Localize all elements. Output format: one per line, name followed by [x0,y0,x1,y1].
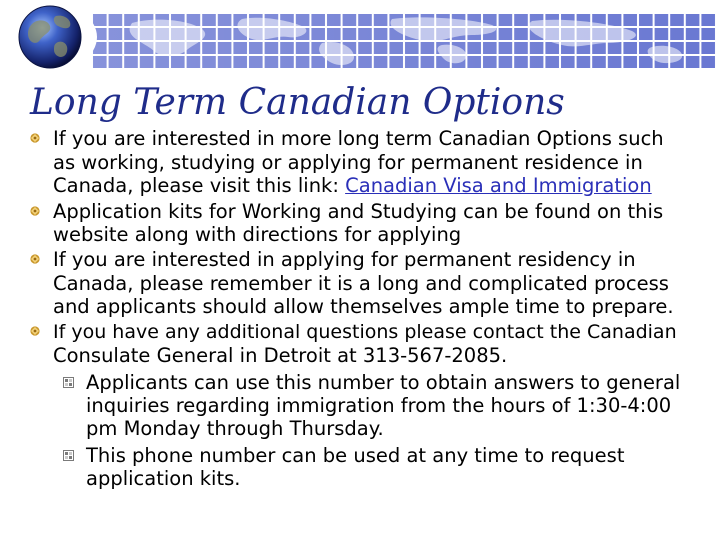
bullet-1-line-3-text: Canada, please visit this link: [53,174,346,197]
bullet-3-line-2: Canada, please remember it is a long and complicated process [53,272,669,295]
bullet-3-line-1: If you are interested in applying for permanent residency in [53,248,636,271]
bullet-2-line-1: Application kits for Working and Studying can be found on this [53,200,664,223]
diamond-bullet-icon [30,206,40,216]
bullet-4-line-2: Consulate General in Detroit at 313-567-2085. [53,344,508,367]
bullet-3-line-3: and applicants should allow themselves ample time to prepare. [53,295,674,318]
diamond-bullet-icon [30,254,40,264]
diamond-bullet-icon [30,133,40,143]
sub-bullet-1-line-3: pm Monday through Thursday. [86,417,384,440]
diamond-bullet-icon [30,326,40,336]
sub-bullet-2-line-2: application kits. [86,467,241,490]
square-bullet-icon [63,377,74,388]
bullet-1-line-3 [53,174,652,198]
canadian-visa-link[interactable]: Canadian Visa and Immigration [345,174,652,197]
square-bullet-icon [63,450,74,461]
bullet-2-line-2: website along with directions for applying [53,223,462,246]
sub-bullet-1-line-2: inquiries regarding immigration from the hours of 1:30-4:00 [86,394,672,417]
slide-title: Long Term Canadian Options [30,82,565,123]
bullet-1-line-2: as working, studying or applying for permanent residence in [53,151,643,174]
bullet-4-line-1: If you have any additional questions please contact the Canadian [53,321,677,343]
bullet-1-line-1: If you are interested in more long term Canadian Options such [53,127,664,150]
sub-bullet-1-line-1: Applicants can use this number to obtain answers to general [86,371,681,394]
sub-bullet-2-line-1: This phone number can be used at any time to request [86,444,625,467]
